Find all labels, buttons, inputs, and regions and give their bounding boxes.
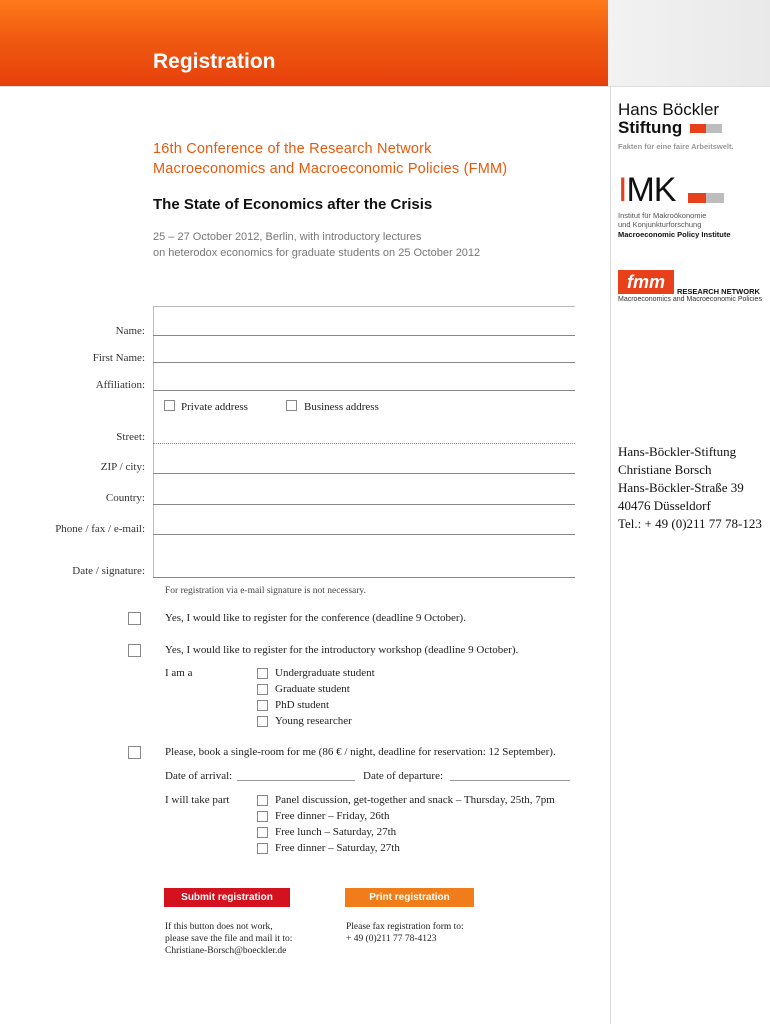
zip-field[interactable] (153, 473, 575, 474)
role-graduate-label: Graduate student (275, 683, 350, 695)
affiliation-field[interactable] (153, 390, 575, 391)
right-column-divider (610, 86, 611, 1024)
street-field[interactable] (153, 443, 575, 444)
private-address-checkbox[interactable] (164, 400, 175, 411)
print-note-fax: + 49 (0)211 77 78-4123 (346, 934, 437, 944)
address-line-5: Tel.: + 49 (0)211 77 78-123 (618, 516, 762, 531)
submit-note-email[interactable]: Christiane-Borsch@boeckler.de (165, 946, 287, 956)
event-saturday-dinner-label: Free dinner – Saturday, 27th (275, 842, 400, 854)
conference-date-2: on heterodox economics for graduate students on 25 October 2012 (153, 247, 481, 259)
street-label: Street: (116, 431, 145, 443)
role-young-researcher-label: Young researcher (275, 715, 352, 727)
conference-theme: The State of Economics after the Crisis (153, 196, 433, 213)
header-divider (0, 86, 770, 87)
event-saturday-dinner-checkbox[interactable] (257, 843, 268, 854)
imk-grey-block (706, 193, 724, 203)
imk-line-2: und Konjunkturforschung (618, 220, 702, 229)
imk-logo: IMK (618, 171, 676, 209)
address-line-3: Hans-Böckler-Straße 39 (618, 480, 744, 495)
book-room-checkbox[interactable] (128, 746, 141, 759)
country-field[interactable] (153, 504, 575, 505)
address-line-1: Hans-Böckler-Stiftung (618, 444, 737, 459)
departure-label: Date of departure: (363, 770, 444, 782)
private-address-label: Private address (181, 401, 248, 413)
arrival-field[interactable] (237, 780, 355, 781)
fmm-network-label: RESEARCH NETWORK (677, 287, 760, 296)
first-name-field[interactable] (153, 362, 575, 363)
form-left-border (153, 306, 154, 578)
header-banner (0, 0, 608, 86)
arrival-label: Date of arrival: (165, 770, 233, 782)
event-friday-dinner-label: Free dinner – Friday, 26th (275, 810, 390, 822)
role-undergraduate-checkbox[interactable] (257, 668, 268, 679)
affiliation-label: Affiliation: (95, 379, 145, 391)
imk-red-block (688, 193, 706, 203)
address-line-2: Christiane Borsch (618, 462, 712, 477)
conference-line-2: Macroeconomics and Macroeconomic Policies (FMM) (153, 161, 508, 177)
address-line-4: 40476 Düsseldorf (618, 498, 711, 513)
page-title: Registration (153, 50, 276, 73)
imk-line-1: Institut für Makroökonomie (618, 211, 707, 220)
email-note: For registration via e-mail signature is not necessary. (165, 586, 366, 596)
first-name-label: First Name: (92, 352, 145, 364)
print-note-1: Please fax registration form to: (346, 922, 464, 932)
register-conference-checkbox[interactable] (128, 612, 141, 625)
hb-logo-tagline: Fakten für eine faire Arbeitswelt. (618, 142, 734, 151)
date-signature-field[interactable] (153, 577, 575, 578)
role-young-researcher-checkbox[interactable] (257, 716, 268, 727)
phone-field[interactable] (153, 534, 575, 535)
book-room-label: Please, book a single-room for me (86 € / night, deadline for reservation: 12 September). (165, 746, 556, 758)
event-friday-dinner-checkbox[interactable] (257, 811, 268, 822)
hb-logo-line-1: Hans Böckler (618, 100, 720, 119)
hb-logo-red-block (690, 124, 706, 133)
country-label: Country: (105, 492, 145, 504)
role-graduate-checkbox[interactable] (257, 684, 268, 695)
take-part-label: I will take part (165, 794, 230, 806)
hb-logo-line-2: Stiftung (618, 118, 683, 137)
name-field[interactable] (153, 335, 575, 336)
submit-note-1: If this button does not work, (165, 922, 273, 932)
submit-registration-button[interactable]: Submit registration (164, 888, 290, 907)
imk-logo-text: MK (626, 171, 676, 209)
role-undergraduate-label: Undergraduate student (275, 667, 375, 679)
hb-logo-grey-block (706, 124, 722, 133)
zip-label: ZIP / city: (100, 461, 145, 473)
print-registration-button[interactable]: Print registration (345, 888, 474, 907)
submit-note-2: please save the file and mail it to: (165, 934, 293, 944)
imk-line-3: Macroeconomic Policy Institute (618, 230, 731, 239)
fmm-logo: fmm (618, 270, 674, 294)
i-am-a-label: I am a (165, 667, 193, 679)
fmm-subtitle: Macroeconomics and Macroeconomic Policies (618, 296, 762, 303)
event-saturday-lunch-checkbox[interactable] (257, 827, 268, 838)
name-label: Name: (115, 325, 145, 337)
header-grey-panel (608, 0, 770, 86)
business-address-label: Business address (304, 401, 379, 413)
phone-label: Phone / fax / e-mail: (55, 523, 145, 535)
register-conference-label: Yes, I would like to register for the conference (deadline 9 October). (165, 612, 466, 624)
event-panel-label: Panel discussion, get-together and snack – Thursday, 25th, 7pm (275, 794, 555, 806)
event-panel-checkbox[interactable] (257, 795, 268, 806)
conference-date-1: 25 – 27 October 2012, Berlin, with introductory lectures (153, 231, 422, 243)
departure-field[interactable] (450, 780, 570, 781)
conference-line-1: 16th Conference of the Research Network (153, 141, 432, 157)
business-address-checkbox[interactable] (286, 400, 297, 411)
event-saturday-lunch-label: Free lunch – Saturday, 27th (275, 826, 397, 838)
register-workshop-checkbox[interactable] (128, 644, 141, 657)
register-workshop-label: Yes, I would like to register for the introductory workshop (deadline 9 October). (165, 644, 519, 656)
date-signature-label: Date / signature: (72, 565, 145, 577)
form-top-border (153, 306, 575, 307)
role-phd-checkbox[interactable] (257, 700, 268, 711)
role-phd-label: PhD student (275, 699, 330, 711)
